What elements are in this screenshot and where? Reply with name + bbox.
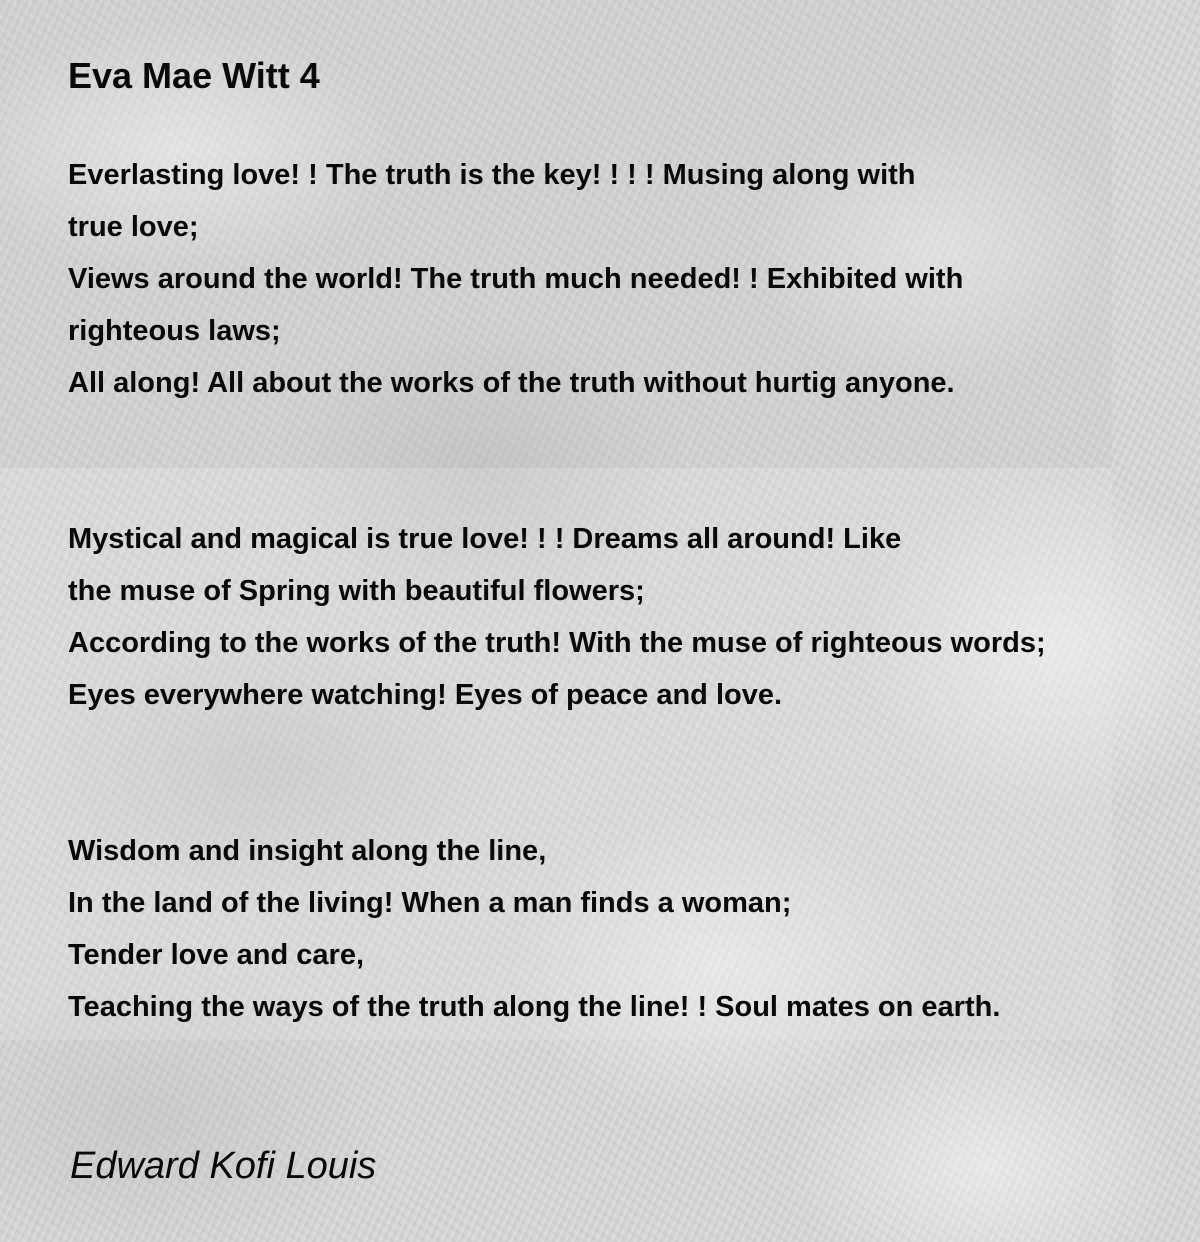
poem-line: Everlasting love! ! The truth is the key! ! ! ! Musing along with bbox=[68, 159, 916, 191]
stanza-3 bbox=[68, 825, 1000, 1033]
poem-line: Wisdom and insight along the line, bbox=[68, 835, 547, 867]
poem-line: Eyes everywhere watching! Eyes of peace and love. bbox=[68, 679, 783, 711]
poem-line: true love; bbox=[68, 211, 199, 243]
poem-line: Views around the world! The truth much needed! ! Exhibited with bbox=[68, 263, 964, 295]
poem-author: Edward Kofi Louis bbox=[70, 1145, 377, 1187]
poem-line: the muse of Spring with beautiful flowers; bbox=[68, 575, 645, 607]
poem-line: Tender love and care, bbox=[68, 939, 365, 971]
poem-line: All along! All about the works of the truth without hurtig anyone. bbox=[68, 367, 955, 399]
poem-line: Mystical and magical is true love! ! ! Dreams all around! Like bbox=[68, 523, 902, 555]
poem-line: According to the works of the truth! With the muse of righteous words; bbox=[68, 627, 1046, 659]
stanza-2 bbox=[68, 513, 1046, 721]
stanza-1 bbox=[68, 149, 963, 409]
poem-line: In the land of the living! When a man finds a woman; bbox=[68, 887, 792, 919]
poem-line: Teaching the ways of the truth along the line! ! Soul mates on earth. bbox=[68, 991, 1001, 1023]
poem-line: righteous laws; bbox=[68, 315, 281, 347]
poem-title: Eva Mae Witt 4 bbox=[68, 55, 320, 96]
